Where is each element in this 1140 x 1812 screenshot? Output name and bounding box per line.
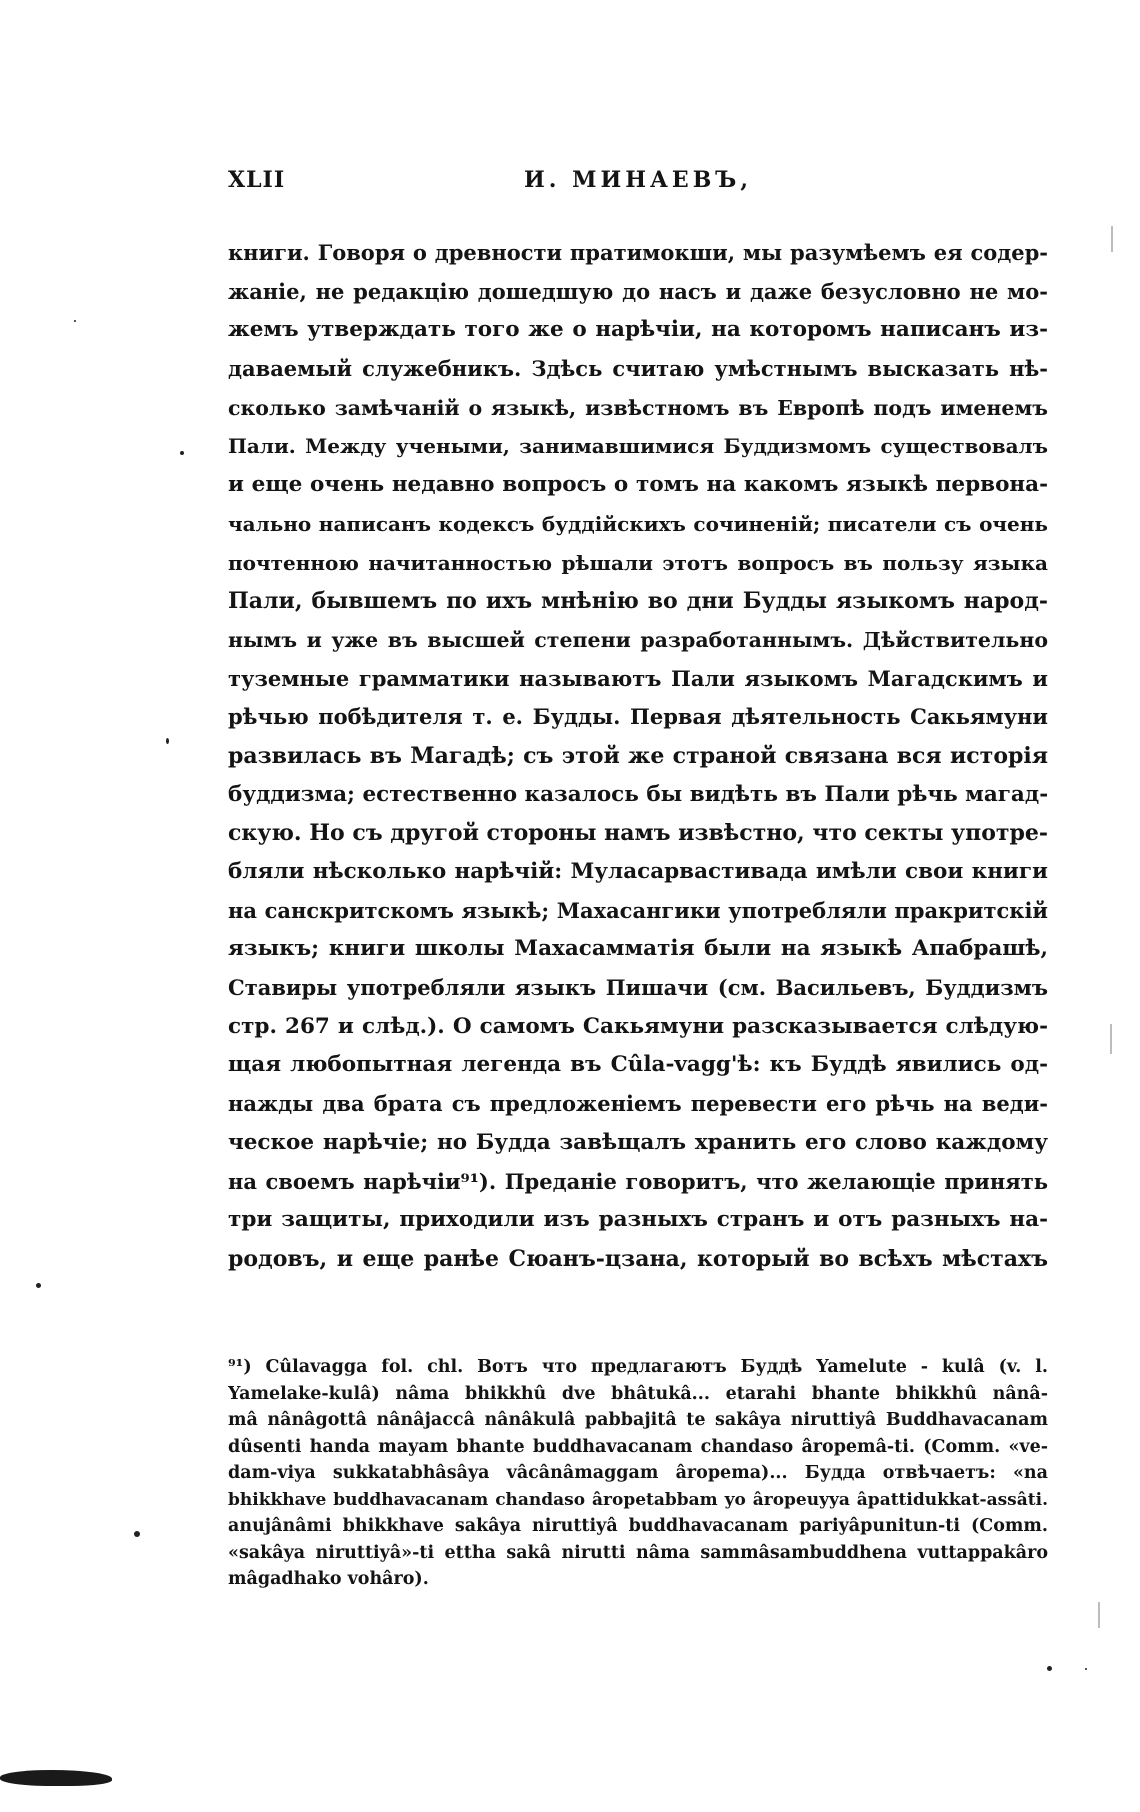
page-number: XLII <box>228 167 286 193</box>
text-line: бляли нѣсколько нарѣчій: Муласарвастивада имѣли свои книги <box>228 859 1048 884</box>
text-line: буддизма; естественно казалось бы видѣть въ Пали рѣчь магад- <box>228 781 1048 807</box>
scan-scratch <box>1110 1024 1112 1054</box>
text-line: на своемъ нарѣчіи⁹¹). Преданіе говоритъ, что желающіе принять <box>228 1168 1048 1194</box>
scan-scratch <box>1111 226 1113 252</box>
text-line: даваемый служебникъ. Здѣсь считаю умѣстнымъ высказать нѣ- <box>228 356 1048 382</box>
scan-speck <box>1085 1668 1087 1670</box>
footnote-line: dam-viya sukkatabhâsâya vâcânâmaggam âropema)... Будда отвѣчаетъ: «na <box>228 1463 1048 1483</box>
running-head: И. МИНАЕВЪ, <box>523 167 752 193</box>
text-line: почтенною начитанностью рѣшали этотъ вопросъ въ пользу языка <box>228 550 1048 575</box>
footnote-line: Yamelake-kulâ) nâma bhikkhû dve bhâtukâ... etarahi bhante bhikkhû nânâ- <box>228 1383 1048 1404</box>
page-header <box>228 167 1048 207</box>
text-line: нажды два брата съ предложеніемъ перевести его рѣчь на веди- <box>228 1091 1048 1117</box>
footnote-line: mâ nânâgottâ nânâjaccâ nânâkulâ pabbajitâ te sakâya niruttiyâ Buddhavacanam <box>228 1410 1048 1430</box>
scan-speck <box>36 1283 41 1288</box>
scan-speck <box>1047 1666 1052 1671</box>
scan-speck <box>180 451 184 455</box>
scan-speck <box>134 1531 140 1537</box>
scan-scratch <box>1098 1602 1100 1628</box>
footnote-line: bhikkhave buddhavacanam chandaso âropetabbam yo âropeuyya âpattidukkat-assâti. <box>228 1489 1048 1510</box>
text-line: Ставиры употребляли языкъ Пишачи (см. Васильевъ, Буддизмъ <box>228 975 1048 1001</box>
text-line: на санскритскомъ языкѣ; Махасангики употребляли пракритскій <box>228 897 1048 923</box>
text-line: жаніе, не редакцію дошедшую до насъ и даже безусловно не мо- <box>228 278 1048 304</box>
footnote-line: mâgadhako vohâro). <box>228 1569 429 1589</box>
text-line: сколько замѣчаній о языкѣ, извѣстномъ въ Европѣ подъ именемъ <box>228 395 1048 420</box>
text-line: развилась въ Магадѣ; съ этой же страной связана вся исторія <box>228 742 1048 769</box>
text-line: Пали. Между учеными, занимавшимися Буддизмомъ существовалъ <box>228 434 1048 459</box>
text-line: и еще очень недавно вопросъ о томъ на какомъ языкѣ первона- <box>228 472 1048 498</box>
footnote-line: ⁹¹) Cûlavagga fol. chl. Вотъ что предлагаютъ Буддѣ Yamelute - kulâ (v. l. <box>228 1357 1048 1377</box>
text-line: родовъ, и еще ранѣе Сюанъ-цзана, который во всѣхъ мѣстахъ <box>228 1245 1048 1272</box>
footnote-line: «sakâya niruttiyâ»-ti ettha sakâ nirutti nâma sammâsambuddhena vuttappakâro <box>228 1542 1048 1563</box>
text-line: Пали, бывшемъ по ихъ мнѣнію во дни Будды языкомъ народ- <box>228 588 1048 615</box>
text-line: туземные грамматики называютъ Пали языкомъ Магадскимъ и <box>228 665 1048 691</box>
text-line: ческое нарѣчіе; но Будда завѣщалъ хранить его слово каждому <box>228 1129 1048 1155</box>
text-line: языкъ; книги школы Махасамматія были на языкѣ Апабрашѣ, <box>228 936 1048 962</box>
text-line: щая любопытная легенда въ Cûla-vagg'ѣ: къ Буддѣ явились од- <box>228 1052 1048 1078</box>
text-line: чально написанъ кодексъ буддійскихъ сочиненій; писатели съ очень <box>228 511 1048 536</box>
text-line: нымъ и уже въ высшей степени разработаннымъ. Дѣйствительно <box>228 627 1048 652</box>
scan-speck <box>74 320 76 322</box>
text-line: книги. Говоря о древности пратимокши, мы разумѣемъ ея содер- <box>228 240 1048 265</box>
main-text <box>228 234 1048 1279</box>
text-line: рѣчью побѣдителя т. е. Будды. Первая дѣятельность Сакьямуни <box>228 704 1048 730</box>
text-line: три защиты, приходили изъ разныхъ странъ и отъ разныхъ на- <box>228 1207 1048 1233</box>
scan-speck <box>166 738 169 744</box>
scan-smudge <box>0 1770 112 1786</box>
footnote-line: anujânâmi bhikkhave sakâya niruttiyâ buddhavacanam pariyâpunitun-ti (Comm. <box>228 1516 1048 1536</box>
text-line: скую. Но съ другой стороны намъ извѣстно, что секты употре- <box>228 820 1048 847</box>
footnote-block <box>228 1354 1048 1593</box>
text-line: стр. 267 и слѣд.). О самомъ Сакьямуни разсказывается слѣдую- <box>228 1013 1048 1039</box>
text-line: жемъ утверждать того же о нарѣчіи, на которомъ написанъ из- <box>228 317 1048 343</box>
footnote-line: dûsenti handa mayam bhante buddhavacanam chandaso âropemâ-ti. (Comm. «ve- <box>228 1436 1048 1457</box>
